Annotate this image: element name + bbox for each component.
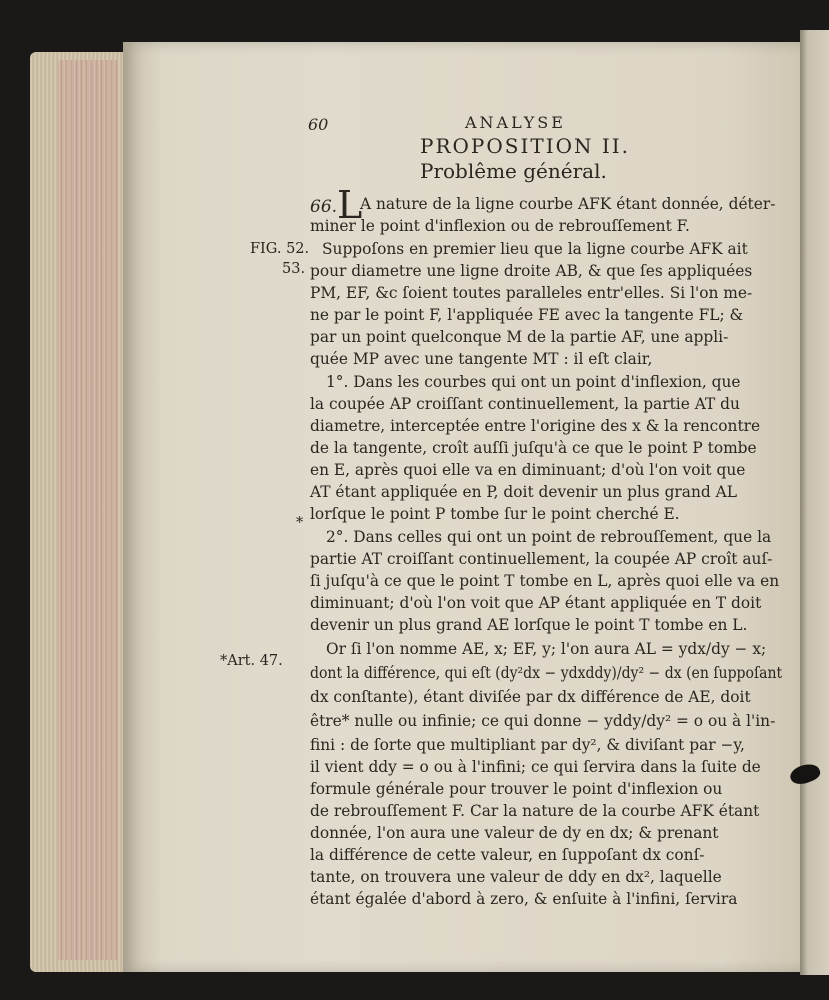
- margin-art-ref: *Art. 47.: [220, 653, 283, 669]
- text-line: en E, après quoi elle va en diminuant; d'où l'on voit que: [310, 461, 746, 479]
- text-line: diminuant; d'où l'on voit que AP étant appliquée en T doit: [310, 594, 762, 612]
- text-line: il vient ddy = o ou à l'infini; ce qui ſervira dans la ſuite de: [310, 758, 761, 776]
- text-line: dx conſtante), étant diviſée par dx différence de AE, doit: [310, 688, 751, 706]
- text-line: donnée, l'on aura une valeur de dy en dx; & prenant: [310, 824, 719, 842]
- text-line: partie AT croiſſant continuellement, la coupée AP croît auſ-: [310, 550, 773, 568]
- text-line: tante, on trouvera une valeur de ddy en dx², laquelle: [310, 868, 722, 886]
- text-line: quée MP avec une tangente MT : il eſt clair,: [310, 350, 653, 368]
- text-line: AT étant appliquée en P, doit devenir un plus grand AL: [310, 483, 737, 501]
- text-line: la différence de cette valeur, en ſuppoſant dx conſ-: [310, 846, 705, 864]
- text-line: miner le point d'inflexion ou de rebrouſſement F.: [310, 217, 690, 235]
- text-line: de la tangente, croît auſſi juſqu'à ce que le point P tombe: [310, 439, 757, 457]
- text-line: lorſque le point P tombe ſur le point cherché E.: [310, 505, 680, 523]
- margin-fig-2: 53.: [282, 261, 306, 277]
- text-line: ne par le point F, l'appliquée FE avec la tangente FL; &: [310, 306, 744, 324]
- text-line: devenir un plus grand AE lorſque le point T tombe en L.: [310, 616, 748, 634]
- margin-fig: FIG. 52.: [250, 241, 310, 257]
- facing-page-edge: [800, 30, 829, 975]
- text-line: Or ſi l'on nomme AE, x; EF, y; l'on aura AL = ydx/dy − x;: [326, 640, 767, 658]
- text-line: PM, EF, &c ſoient toutes paralleles entr'elles. Si l'on me-: [310, 284, 753, 302]
- proposition-heading: PROPOSITION II.: [420, 134, 631, 158]
- opening-number: 66.: [310, 197, 338, 217]
- text-line: Suppoſons en premier lieu que la ligne courbe AFK ait: [322, 240, 748, 258]
- text-line: diametre, interceptée entre l'origine des x & la rencontre: [310, 417, 761, 435]
- text-line: de rebrouſſement F. Car la nature de la courbe AFK étant: [310, 802, 760, 820]
- page-number: 60: [308, 115, 329, 134]
- text-line: par un point quelconque M de la partie AF, une appli-: [310, 328, 729, 346]
- text-line: 2°. Dans celles qui ont un point de rebrouſſement, que la: [326, 528, 772, 546]
- running-title: ANALYSE: [465, 113, 566, 132]
- text-line: 1°. Dans les courbes qui ont un point d'inflexion, que: [326, 373, 741, 391]
- page-edge-red: [58, 60, 118, 960]
- drop-cap: L: [337, 183, 363, 227]
- text-line: fini : de ſorte que multipliant par dy², & diviſant par −y,: [310, 736, 745, 754]
- text-line: étant égalée d'abord à zero, & enſuite à l'infini, ſervira: [310, 890, 738, 908]
- margin-star: *: [296, 515, 304, 531]
- text-line: ſi juſqu'à ce que le point T tombe en L, après quoi elle va en: [310, 572, 780, 590]
- text-line: pour diametre une ligne droite AB, & que ſes appliquées: [310, 262, 753, 280]
- problem-heading: Problême général.: [420, 159, 607, 183]
- text-line: A nature de la ligne courbe AFK étant donnée, déter-: [360, 195, 776, 213]
- text-line: dont la différence, qui eſt (dy²dx − ydxddy)/dy² − dx (en ſuppoſant: [310, 664, 783, 682]
- text-line: la coupée AP croiſſant continuellement, la partie AT du: [310, 395, 740, 413]
- text-line: être* nulle ou infinie; ce qui donne − yddy/dy² = o ou à l'in-: [310, 712, 776, 730]
- text-line: formule générale pour trouver le point d'inflexion ou: [310, 780, 723, 798]
